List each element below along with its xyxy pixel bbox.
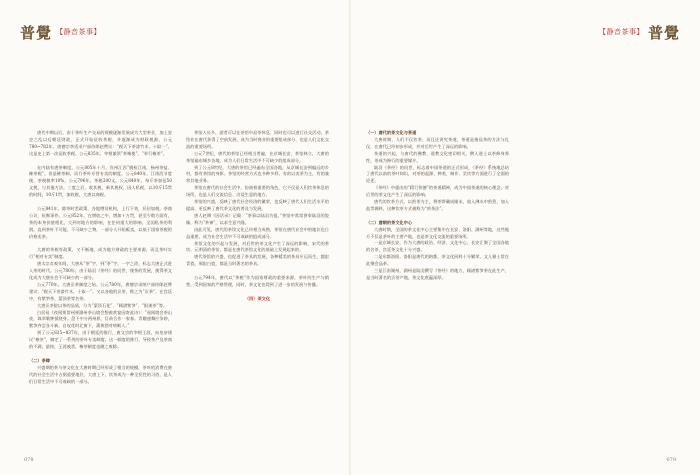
paragraph: 唐人赵璘《因话录》记载：“茶事以陆羽为祖。”茶馆中常常供奉陆羽的瓷像，称为“茶神”，以求生意兴隆。: [186, 212, 329, 225]
paragraph-spacer: [29, 158, 172, 165]
paragraph: 《茶经》中提出的“精行俭德”的茶道精神，成为中国茶道的核心理念，对后世的茶文化产生了深远的影响。: [366, 185, 509, 198]
paragraph: 到了公元8世纪，大唐的茶馆已经遍布全国各地，从京城长安到偏远的乡村，都有茶馆的身影。茶馆的经营方式也多种多样，有的以卖茶为主，有的兼营其他业务。: [186, 164, 329, 184]
paragraph: 茶馆在唐代的社会生活中，扮演着重要的角色，它不仅是人们饮茶休息的场所，也是人们交流信息、洽谈生意的地方。: [186, 185, 329, 198]
paragraph-spacer: [186, 268, 329, 275]
section-title: 【静音茶事】: [56, 28, 102, 36]
paragraph: 在内陆有唐茶制度，公元805年十月，宣州江西“桃杭江南，杨州茶盐、榷茶税”。但是榷茶制，而行茶叶专营专卖的制度。公元840年，江南西节度使，茶税税率10%，公元796年，茶税200文。公元840年，每斤茶加征50文税，与其他方法。三度之后，收其税，乘其税权，因人私税，以10斤15贯的时间，10斤1贯，加收税，大唐以商税。: [29, 164, 172, 198]
paragraph: 到了公元835~837年，由于朝廷的推行，唐文宗的宰相王涯，向皇帝建议“榷茶”，制定了一系列的茶叶专卖制度。这一制度的推行，导致茶户及茶商的不满，最终，王涯被杀，榷茶制度也随之废除。: [29, 330, 172, 350]
book-gutter: [349, 0, 351, 475]
paragraph: 白居易《夜闻贾常州崔湖州茶山境会想羡欢宴因寄此诗》：“遥闻境会茶山夜，珠翠歌钟俱绕身。盘下中分两州界，灯前合作一家春。青娥递舞应争妙，紫笋齐尝各斗新。自叹花时北窗下，蒲黄酒对病眠人。”: [29, 309, 172, 329]
paragraph: 唐代的饮茶方式，以煎茶为主，将茶饼碾成细末，放入沸水中煎煮，加入盐等调料，这种饮茶方式被称为“煎茶法”。: [366, 199, 509, 211]
paragraph: 茶馆的兴盛，反映了唐代社会经济的繁荣，也反映了唐代人们生活水平的提高，更反映了唐代茶文化的普及与发展。: [186, 199, 329, 211]
middle-column: [186, 130, 329, 303]
section-heading: （二）茶肆: [29, 357, 50, 363]
paragraph-spacer: [29, 351, 172, 358]
paragraph: 兴盛期的茶与茶文化在大唐时期已经形成了相当的规模，茶叶的消费在唐代的社会生活中占据重要地位，大唐上下，饮茶成为一种全民性的习俗，是人们日常生活中不可或缺的一部分。: [29, 364, 172, 384]
paragraph: 唐代中期以后，由于茶叶生产交易的规模逐渐发展成为大型茶业，加上安史之乱以后朝廷财政，正式开始征收茶税，并逐渐成为财政税源。公元780~782年，唐德宗李适采户部侍郎赵赞议：“税天下茶漆竹木，十取一”，这是史上第一次征收茶税。公元835年，宰相兼领“茶榷使”，“举行榷茶”。: [29, 130, 172, 156]
paragraph: 公元794年，唐代以“茶税”作为国家财政的重要来源，茶叶的生产与销售，受到国家的严格管理，同时，茶文化也得到了进一步的发展与传播。: [186, 275, 329, 287]
paragraph: 茶道的兴起，与唐代的佛教、道教文化密切相关，僧人道士以茶修身养性，茶成为修行的重要媒介。: [366, 150, 509, 163]
brand-logo: 普覺: [20, 23, 53, 42]
section-heading: （四）茶文化: [244, 295, 271, 301]
paragraph-spacer: [186, 289, 329, 296]
paragraph: 茶馆文化的兴起与发展，对后世的茶文化产生了深远的影响，宋代的茶坊、元明清的茶馆，都是在唐代茶馆文化的基础上发展起来的。: [186, 240, 329, 253]
paragraph: 大唐时期，全国的茶文化中心主要集中在长安、洛阳、湖州等地，这些地方不仅是茶叶的主要产地，也是茶文化交流的重要场所。: [366, 226, 509, 239]
paragraph: 一是京城长安，作为大唐的政治、经济、文化中心，长安汇聚了全国各地的名茶，宫廷茶文化十分兴盛。: [366, 240, 509, 253]
right-page-header: [599, 22, 680, 42]
paragraph: 唐太宗贞观年间，大唐从“茶”字，到“茶”字，一字之改，标志大唐正式进入茶的时代。公元780年，由于陆羽《茶经》的问世，使茶的发展，使得茶文化成为大唐社会不可缺少的一部分。: [29, 261, 172, 280]
paragraph-spacer: [29, 199, 172, 206]
paragraph: 茶馆人员多，游者可以在茶馆中品茶休息，同时也可以进行社交活动。茶馆业在唐代获得了空前发展，成为当时商业的重要组成部分，也是人们文化交流的重要场所。: [186, 130, 329, 149]
left-page-column: [29, 130, 172, 385]
paragraph: 公元7世纪，唐代的茶馆已经相当普遍，在京城长安，茶馆林立，大唐的茶馆遍布城乡各地，成为人们日常生活中不可缺少的组成部分。: [186, 150, 329, 163]
paragraph-spacer: [366, 213, 509, 220]
brand-logo: 普覺: [647, 23, 680, 42]
paragraph: 大唐时期，人们不仅饮茶，而且还讲究茶道，茶道是指品茶的方法与礼仪，在唐代已经初步形成，并对后世产生了深远的影响。: [366, 136, 509, 149]
paragraph: 大唐贡茶院以茶的品质，分为“蒙顶石花”、“顾渚紫笋”、“阳羡茶”等。: [37, 302, 168, 308]
paragraph: 公元770年，大唐贡茶制度之始。公元780年，唐德宗采纳户部侍郎赵赞建议：“税天下茶漆竹木，十取一”。又以各地的贡茶，称之为“贡茶”，在宫廷中，有紫笋茶、蒙顶茶等名茶。: [29, 281, 172, 301]
paragraph: 唐代茶馆的兴盛，也促进了茶具的发展，各种精美的茶具应运而生，越窑青瓷、邢窑白瓷，都是当时著名的茶具。: [186, 254, 329, 267]
page-number-left: 078: [24, 457, 34, 463]
left-page-header: [20, 22, 101, 42]
paragraph: 大唐的茶税有政策，又不断地，成为地方财政的主要来源，而且茶叶实行“相对专卖”制度。: [29, 247, 172, 260]
paragraph: 陆羽《茶经》的问世，标志着中国茶道的正式形成，《茶经》系统地总结了唐代以前的茶叶知识，对茶的起源、种类、制作、烹饮等方面进行了全面的论述。: [366, 164, 509, 184]
paragraph: 公元841年，除茶时差政策，各地增设机构，上行下效，层层加税。茶商公议，抗衡事件。公元852年，在增收之中，增加十万贯，甚至少数方面有，茶的本身价值相比，大到对地方的影响，在任何重大的影响，全国私茶的利润，直到茶叶不可能，不可缺少之物，一部分人开始贩卖，以低于国家茶税的价格卖茶。: [29, 205, 172, 239]
section-heading: （一）唐代的茶文化与茶道: [366, 130, 417, 135]
page-number-right: 079: [666, 457, 676, 463]
paragraph: 二是东都洛阳，洛阳是唐代的陪都，茶文化同样十分繁荣，文人雅士常在此聚会品茶。: [366, 254, 509, 267]
paragraph: 三是江南湖州，湖州是陆羽撰写《茶经》的地方，顾渚紫笋茶在此生产，是当时著名的贡茶产地，茶文化底蕴深厚。: [366, 268, 509, 281]
section-title: 【静音茶事】: [598, 28, 644, 36]
paragraph: 由此可见，唐代的茶馆文化已经相当成熟，茶馆在唐代社会中的地位也日益重要，成为社会生活中不可或缺的组成部分。: [186, 226, 329, 239]
right-page-column: [366, 130, 509, 282]
section-heading: （二）唐朝的茶文化中心: [366, 219, 413, 225]
